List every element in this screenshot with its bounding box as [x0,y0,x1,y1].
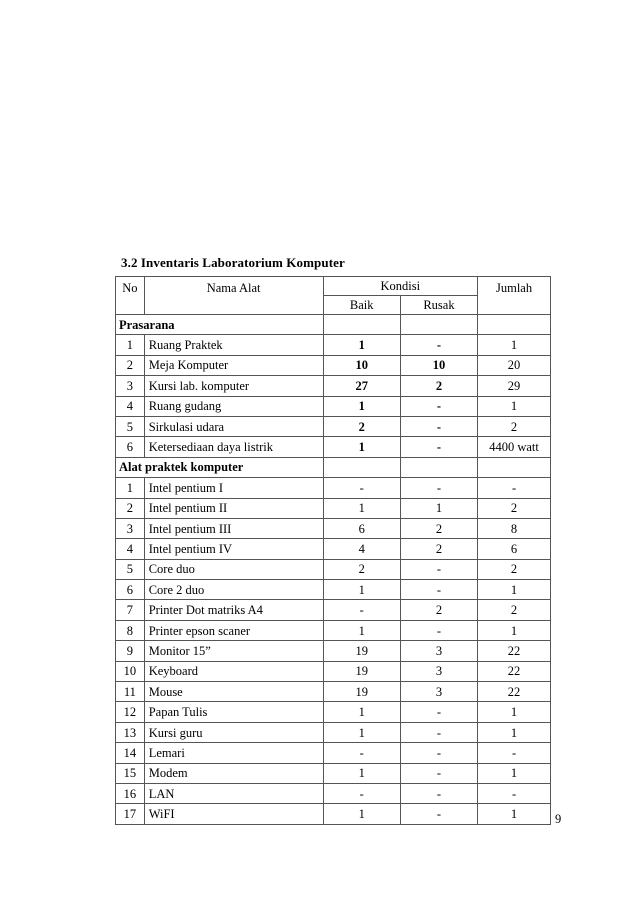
cell-baik: 6 [323,518,400,538]
cell-no: 7 [116,600,145,620]
section-heading: 3.2 Inventaris Laboratorium Komputer [121,255,345,270]
section-title: Prasarana [116,315,324,335]
cell-nama-alat: WiFI [144,804,323,824]
table-row [116,478,551,498]
section-empty-cell [400,315,477,335]
cell-no: 2 [116,355,145,375]
cell-no: 14 [116,743,145,763]
cell-jumlah: 1 [478,763,551,783]
cell-rusak: 2 [400,518,477,538]
cell-baik: 1 [323,620,400,640]
header-baik: Baik [323,296,400,315]
cell-baik: 19 [323,661,400,681]
cell-nama-alat: Intel pentium II [144,498,323,518]
cell-rusak: - [400,620,477,640]
cell-no: 3 [116,376,145,396]
cell-nama-alat: Ruang gudang [144,396,323,416]
section-empty-cell [323,457,400,477]
table-row [116,416,551,436]
cell-nama-alat: Core 2 duo [144,580,323,600]
cell-nama-alat: Ruang Praktek [144,335,323,355]
cell-nama-alat: Intel pentium IV [144,539,323,559]
section-empty-cell [478,457,551,477]
section-empty-cell [478,315,551,335]
cell-no: 17 [116,804,145,824]
cell-baik: 27 [323,376,400,396]
table-row [116,396,551,416]
table-row [116,600,551,620]
cell-nama-alat: Papan Tulis [144,702,323,722]
header-jumlah: Jumlah [478,277,551,315]
section-row [116,315,551,335]
cell-rusak: - [400,702,477,722]
cell-nama-alat: Intel pentium III [144,518,323,538]
cell-no: 16 [116,783,145,803]
cell-rusak: - [400,804,477,824]
cell-rusak: - [400,763,477,783]
cell-baik: 1 [323,804,400,824]
cell-rusak: - [400,335,477,355]
cell-jumlah: 22 [478,641,551,661]
cell-baik: 10 [323,355,400,375]
cell-nama-alat: Core duo [144,559,323,579]
cell-rusak: 1 [400,498,477,518]
cell-rusak: 2 [400,539,477,559]
cell-jumlah: 29 [478,376,551,396]
cell-baik: 1 [323,335,400,355]
cell-jumlah: 8 [478,518,551,538]
section-empty-cell [323,315,400,335]
cell-baik: 1 [323,722,400,742]
cell-jumlah: 2 [478,416,551,436]
cell-baik: - [323,743,400,763]
cell-rusak: - [400,396,477,416]
table-row [116,763,551,783]
cell-baik: 1 [323,396,400,416]
cell-no: 1 [116,478,145,498]
cell-nama-alat: Printer Dot matriks A4 [144,600,323,620]
cell-no: 2 [116,498,145,518]
table-row [116,661,551,681]
cell-nama-alat: Mouse [144,682,323,702]
table-row [116,722,551,742]
header-kondisi: Kondisi [323,277,478,296]
cell-rusak: 2 [400,600,477,620]
cell-nama-alat: Printer epson scaner [144,620,323,640]
table-row [116,376,551,396]
cell-rusak: 2 [400,376,477,396]
table-row [116,498,551,518]
inventory-table-body [116,315,551,825]
cell-jumlah: 1 [478,804,551,824]
cell-baik: 4 [323,539,400,559]
cell-nama-alat: Meja Komputer [144,355,323,375]
header-no: No [116,277,145,315]
cell-baik: 1 [323,580,400,600]
cell-jumlah: 22 [478,661,551,681]
cell-jumlah: - [478,783,551,803]
cell-baik: - [323,783,400,803]
cell-rusak: - [400,478,477,498]
cell-no: 4 [116,396,145,416]
table-row [116,355,551,375]
table-row [116,539,551,559]
cell-no: 5 [116,416,145,436]
cell-jumlah: 4400 watt [478,437,551,457]
table-row [116,743,551,763]
cell-rusak: - [400,743,477,763]
table-row [116,682,551,702]
cell-no: 15 [116,763,145,783]
cell-jumlah: - [478,478,551,498]
cell-nama-alat: Keyboard [144,661,323,681]
table-row [116,437,551,457]
cell-no: 8 [116,620,145,640]
cell-rusak: 3 [400,682,477,702]
cell-no: 4 [116,539,145,559]
cell-rusak: 10 [400,355,477,375]
cell-jumlah: 2 [478,498,551,518]
cell-nama-alat: LAN [144,783,323,803]
cell-jumlah: 20 [478,355,551,375]
inventory-table [115,276,551,825]
cell-no: 1 [116,335,145,355]
table-row [116,559,551,579]
cell-rusak: - [400,580,477,600]
cell-no: 6 [116,437,145,457]
cell-jumlah: 1 [478,335,551,355]
cell-baik: - [323,478,400,498]
cell-nama-alat: Sirkulasi udara [144,416,323,436]
table-row [116,620,551,640]
cell-no: 9 [116,641,145,661]
cell-baik: 1 [323,498,400,518]
cell-no: 10 [116,661,145,681]
table-row [116,702,551,722]
cell-nama-alat: Kursi lab. komputer [144,376,323,396]
cell-jumlah: 1 [478,620,551,640]
cell-jumlah: 2 [478,559,551,579]
cell-baik: 19 [323,641,400,661]
cell-baik: 2 [323,559,400,579]
table-row [116,804,551,824]
table-row [116,641,551,661]
cell-baik: 1 [323,437,400,457]
cell-jumlah: 22 [478,682,551,702]
header-rusak: Rusak [400,296,477,315]
cell-nama-alat: Lemari [144,743,323,763]
cell-baik: 2 [323,416,400,436]
cell-rusak: - [400,783,477,803]
cell-baik: 1 [323,763,400,783]
section-empty-cell [400,457,477,477]
cell-no: 5 [116,559,145,579]
cell-no: 12 [116,702,145,722]
cell-jumlah: 2 [478,600,551,620]
cell-nama-alat: Monitor 15” [144,641,323,661]
cell-no: 6 [116,580,145,600]
cell-rusak: - [400,437,477,457]
cell-no: 13 [116,722,145,742]
cell-rusak: 3 [400,641,477,661]
cell-baik: - [323,600,400,620]
cell-rusak: 3 [400,661,477,681]
cell-jumlah: 1 [478,396,551,416]
header-nama-alat: Nama Alat [144,277,323,315]
cell-no: 11 [116,682,145,702]
cell-jumlah: 1 [478,580,551,600]
cell-jumlah: - [478,743,551,763]
cell-jumlah: 1 [478,702,551,722]
section-title: Alat praktek komputer [116,457,324,477]
table-row [116,580,551,600]
table-row [116,335,551,355]
cell-jumlah: 1 [478,722,551,742]
cell-rusak: - [400,559,477,579]
cell-nama-alat: Ketersediaan daya listrik [144,437,323,457]
cell-baik: 1 [323,702,400,722]
cell-nama-alat: Modem [144,763,323,783]
cell-jumlah: 6 [478,539,551,559]
cell-rusak: - [400,416,477,436]
page-number: 9 [555,812,562,826]
table-row [116,783,551,803]
table-row [116,518,551,538]
cell-nama-alat: Intel pentium I [144,478,323,498]
cell-no: 3 [116,518,145,538]
cell-nama-alat: Kursi guru [144,722,323,742]
cell-rusak: - [400,722,477,742]
cell-baik: 19 [323,682,400,702]
section-row [116,457,551,477]
